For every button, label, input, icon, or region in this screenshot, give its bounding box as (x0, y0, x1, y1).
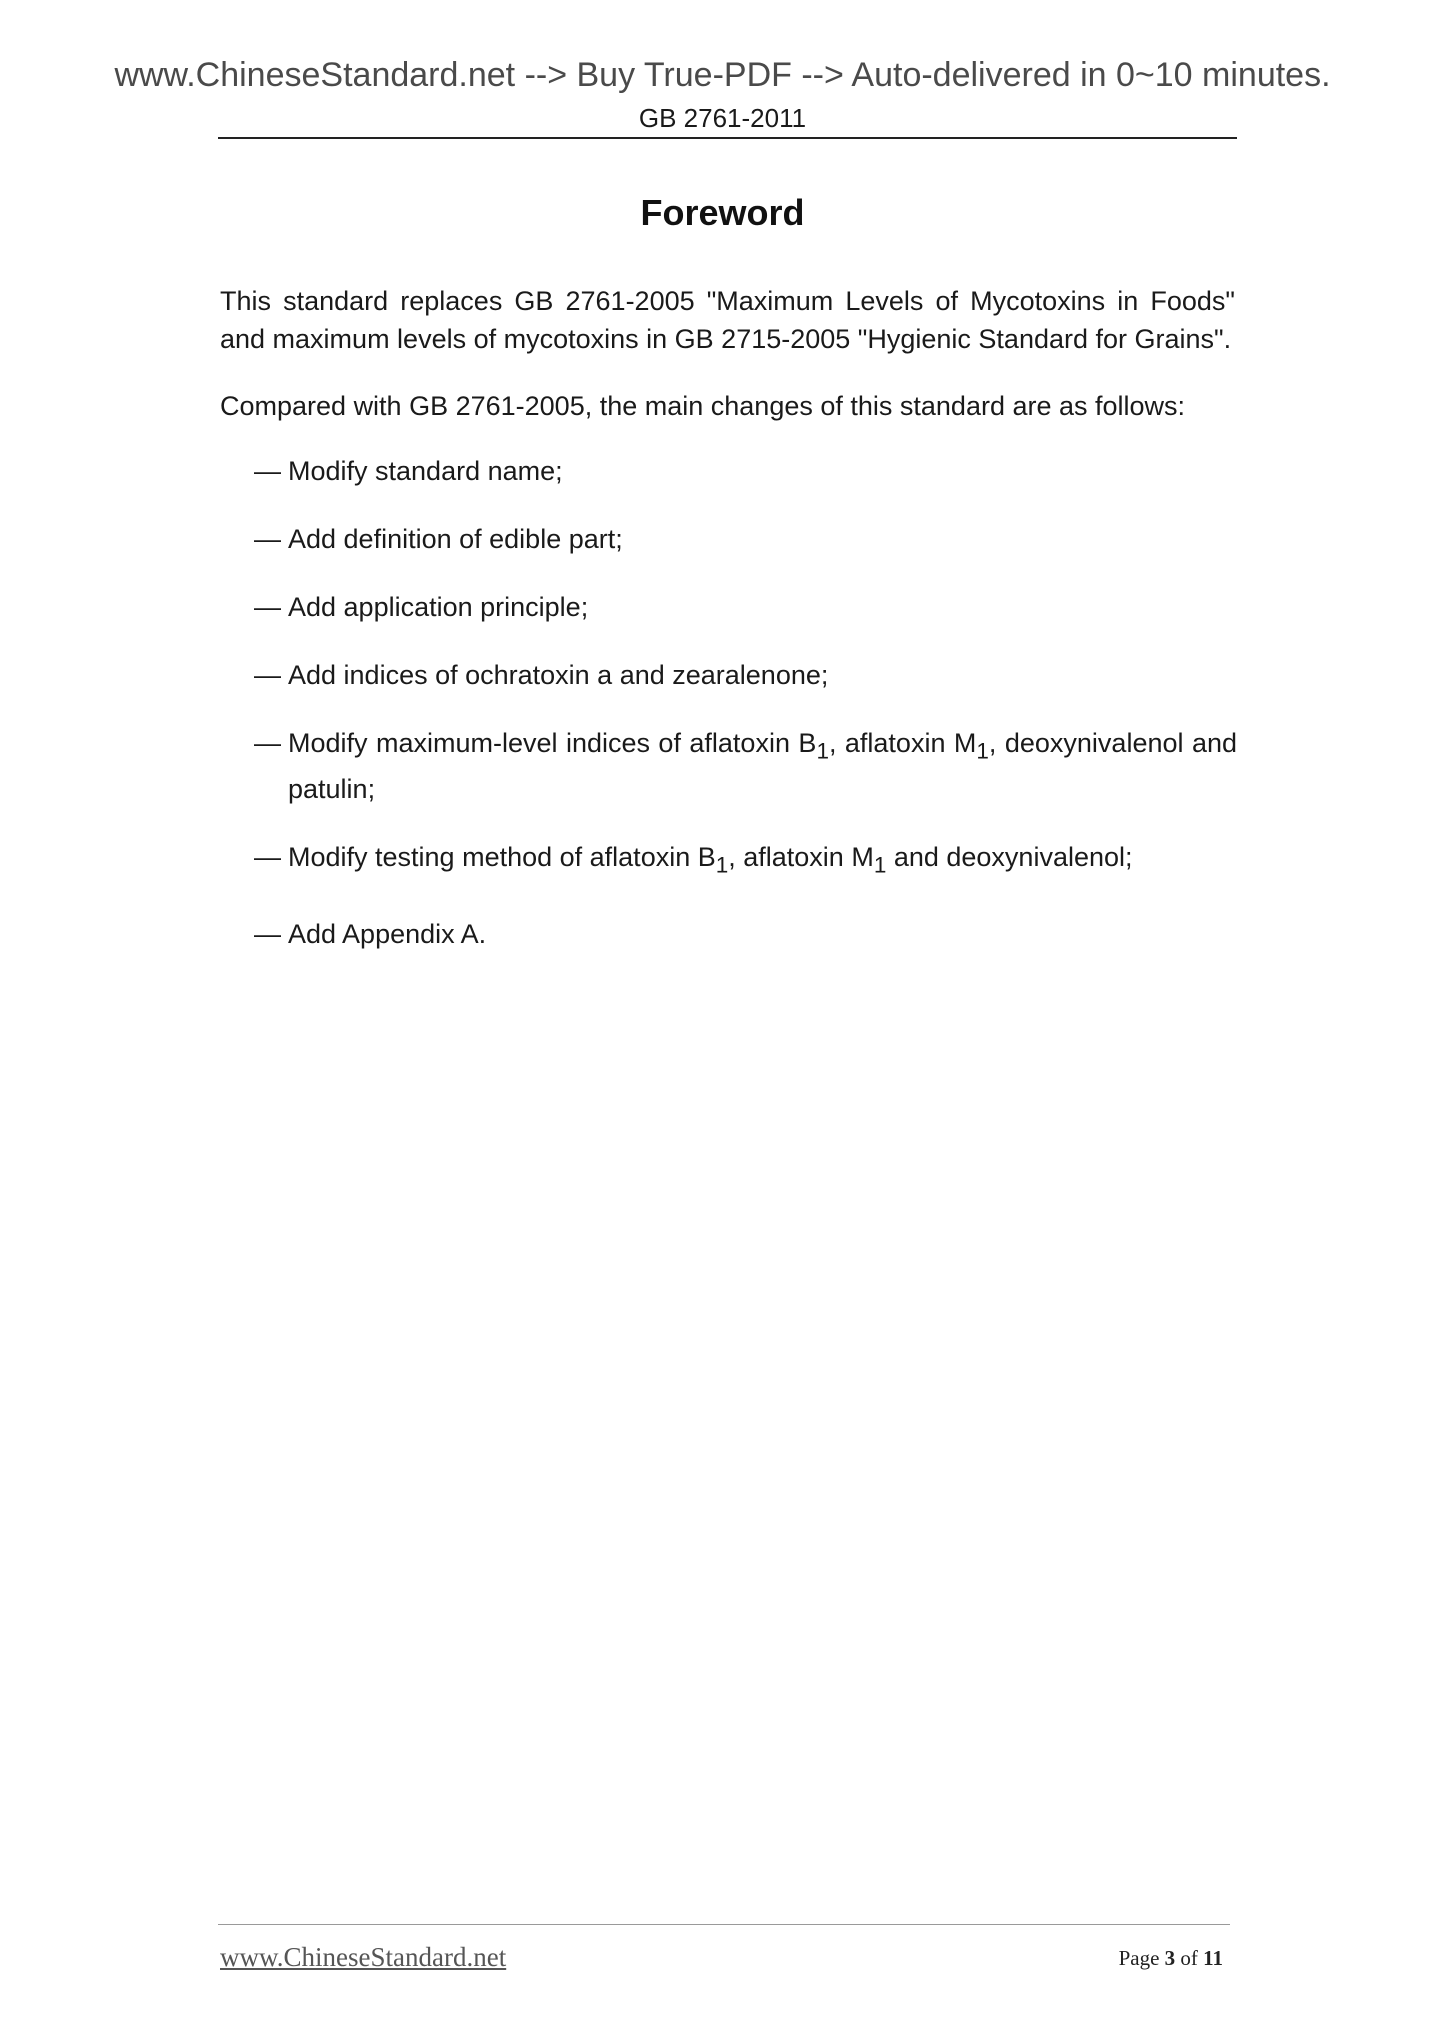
list-item (254, 915, 1237, 953)
page-title: Foreword (640, 192, 805, 233)
document-code: GB 2761-2011 (638, 103, 807, 133)
change-text-part: Modify maximum-level indices of aflatoxin B (288, 728, 817, 758)
dash-bullet: — (254, 456, 281, 486)
change-text: Add indices of ochratoxin a and zearalenone; (288, 660, 829, 690)
top-banner[interactable]: www.ChineseStandard.net --> Buy True-PDF --> Auto-delivered in 0~10 minutes. (114, 56, 1331, 94)
change-text: Modify standard name; (288, 456, 563, 486)
footer-divider (218, 1924, 1230, 1925)
subscript: 1 (873, 852, 887, 878)
change-text: Add definition of edible part; (288, 524, 623, 554)
subscript: 1 (976, 738, 989, 764)
change-text-part: , aflatoxin M (828, 728, 977, 758)
subscript: 1 (816, 738, 829, 764)
subscript: 1 (715, 852, 729, 878)
footer-website-link[interactable]: www.ChineseStandard.net (220, 1942, 507, 1972)
list-item (254, 838, 1237, 884)
intro-paragraph: This standard replaces GB 2761-2005 "Maximum Levels of Mycotoxins in Foods" and maximum levels of mycotoxins in GB 2715-2005 "Hygienic Standard for Grains". (220, 286, 1235, 354)
page-of: of (1180, 1946, 1198, 1970)
change-text: Add application principle; (288, 592, 589, 622)
dash-bullet: — (254, 660, 281, 690)
change-text-part: , aflatoxin M (728, 842, 874, 873)
change-text: Add Appendix A. (288, 918, 487, 949)
dash-bullet: — (254, 728, 281, 758)
page-total: 11 (1203, 1946, 1223, 1970)
page-number (1119, 1946, 1223, 1971)
dash-bullet: — (254, 524, 281, 554)
compared-paragraph: Compared with GB 2761-2005, the main changes of this standard are as follows: (220, 391, 1186, 421)
list-item (254, 520, 1237, 558)
change-text-part: and deoxynivalenol; (886, 842, 1133, 873)
header-divider (218, 137, 1237, 139)
page-label: Page (1118, 1946, 1160, 1970)
page-current: 3 (1164, 1946, 1176, 1970)
change-text-part: Modify testing method of aflatoxin B (288, 842, 716, 873)
change-text-part: , deoxynivalenol and patulin; (288, 728, 1237, 805)
list-item (254, 656, 1237, 694)
changes-list (254, 452, 1237, 983)
list-item (254, 452, 1237, 490)
dash-bullet: — (254, 592, 281, 622)
dash-bullet: — (254, 842, 281, 873)
dash-bullet: — (254, 918, 281, 949)
list-item (254, 724, 1237, 808)
list-item (254, 588, 1237, 626)
